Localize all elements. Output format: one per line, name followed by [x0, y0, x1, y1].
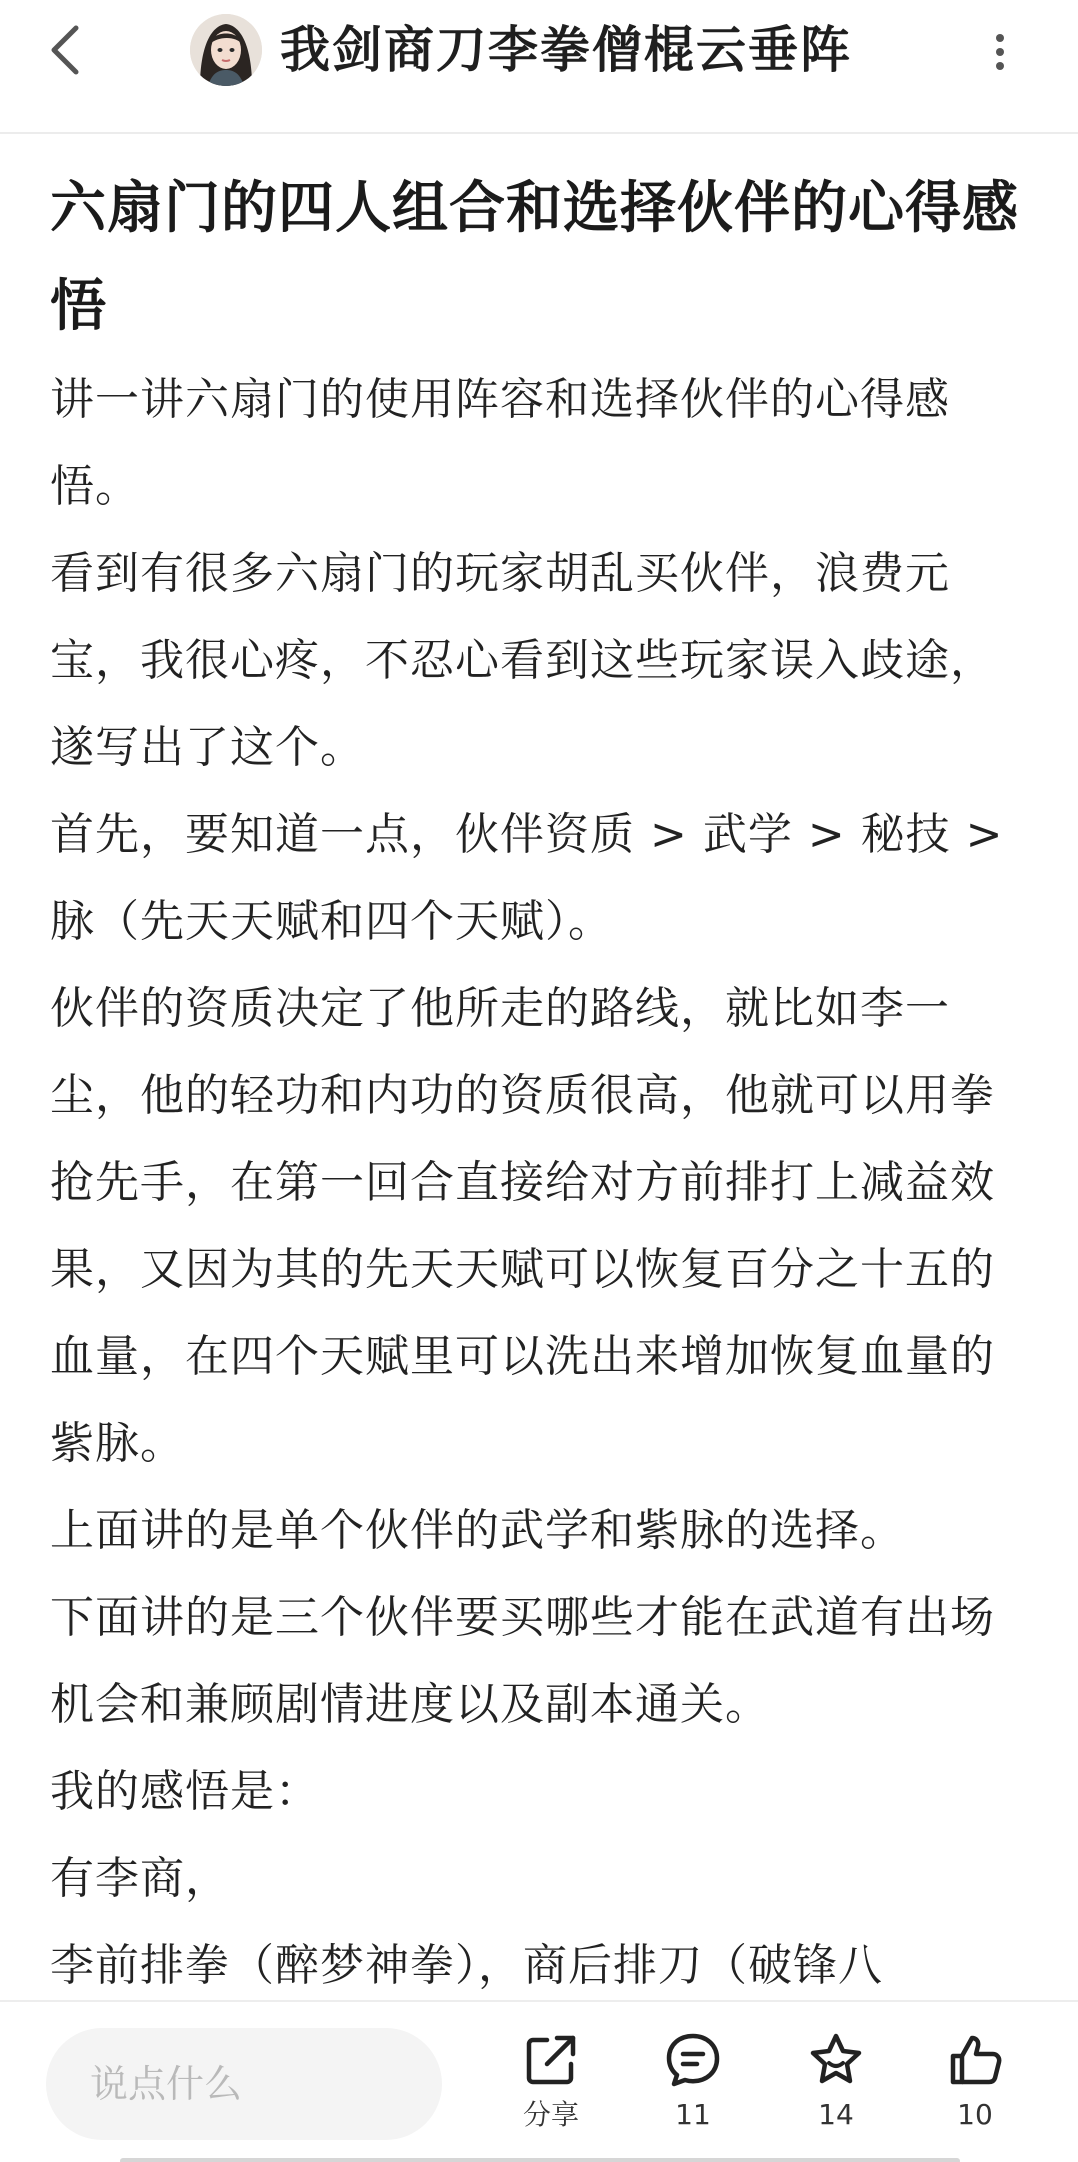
share-label: 分享 — [522, 2098, 579, 2131]
avatar[interactable] — [190, 14, 262, 86]
like-button[interactable] — [920, 2030, 1030, 2140]
home-indicator — [120, 2158, 960, 2162]
share-icon — [521, 2030, 581, 2090]
like-count: 10 — [957, 2098, 993, 2131]
favorite-count: 14 — [818, 2098, 854, 2131]
comment-icon — [663, 2030, 723, 2090]
more-vertical-icon — [994, 32, 1006, 72]
more-options-button[interactable] — [980, 22, 1020, 82]
paragraph: 看到有很多六扇门的玩家胡乱买伙伴，浪费元宝，我很心疼，不忍心看到这些玩家误入歧途，遂写出了这个。 — [50, 548, 995, 773]
header-title: 我剑商刀李拳僧棍云垂阵 — [280, 21, 852, 79]
paragraph: 讲一讲六扇门的使用阵容和选择伙伴的心得感悟。 — [50, 374, 950, 512]
paragraph: 下面讲的是三个伙伴要买哪些才能在武道有出场机会和兼顾剧情进度以及副本通关。 — [50, 1592, 995, 1730]
comment-input[interactable] — [46, 2028, 442, 2140]
star-icon — [806, 2030, 866, 2090]
paragraph: 李前排拳（醉梦神拳），商后排刀（破锋八 — [50, 1940, 883, 1991]
paragraph: 首先，要知道一点，伙伴资质 > 武学 > 秘技 > 脉（先天天赋和四个天赋）。 — [50, 809, 1004, 947]
thumbs-up-icon — [945, 2030, 1005, 2090]
share-button[interactable] — [496, 2030, 606, 2140]
favorite-button[interactable] — [781, 2030, 891, 2140]
bottom-action-bar — [0, 2000, 1078, 2162]
comment-count: 11 — [675, 2098, 711, 2131]
paragraph: 我的感悟是： — [50, 1766, 320, 1817]
avatar-image — [190, 14, 262, 86]
article-title: 六扇门的四人组合和选择伙伴的心得感悟 — [50, 176, 1019, 339]
chevron-left-icon — [46, 22, 82, 78]
comment-button[interactable] — [638, 2030, 748, 2140]
paragraph: 上面讲的是单个伙伴的武学和紫脉的选择。 — [50, 1505, 905, 1556]
paragraph: 伙伴的资质决定了他所走的路线，就比如李一尘，他的轻功和内功的资质很高，他就可以用拳抢先手，在第一回合直接给对方前排打上减益效果，又因为其的先天天赋可以恢复百分之十五的血量，在四个天赋里可以洗出来增加恢复血量的紫脉。 — [50, 983, 995, 1469]
article-body — [50, 160, 1030, 2009]
paragraph: 有李商， — [50, 1853, 230, 1904]
back-button[interactable] — [36, 20, 92, 80]
top-nav-bar — [0, 0, 1078, 134]
